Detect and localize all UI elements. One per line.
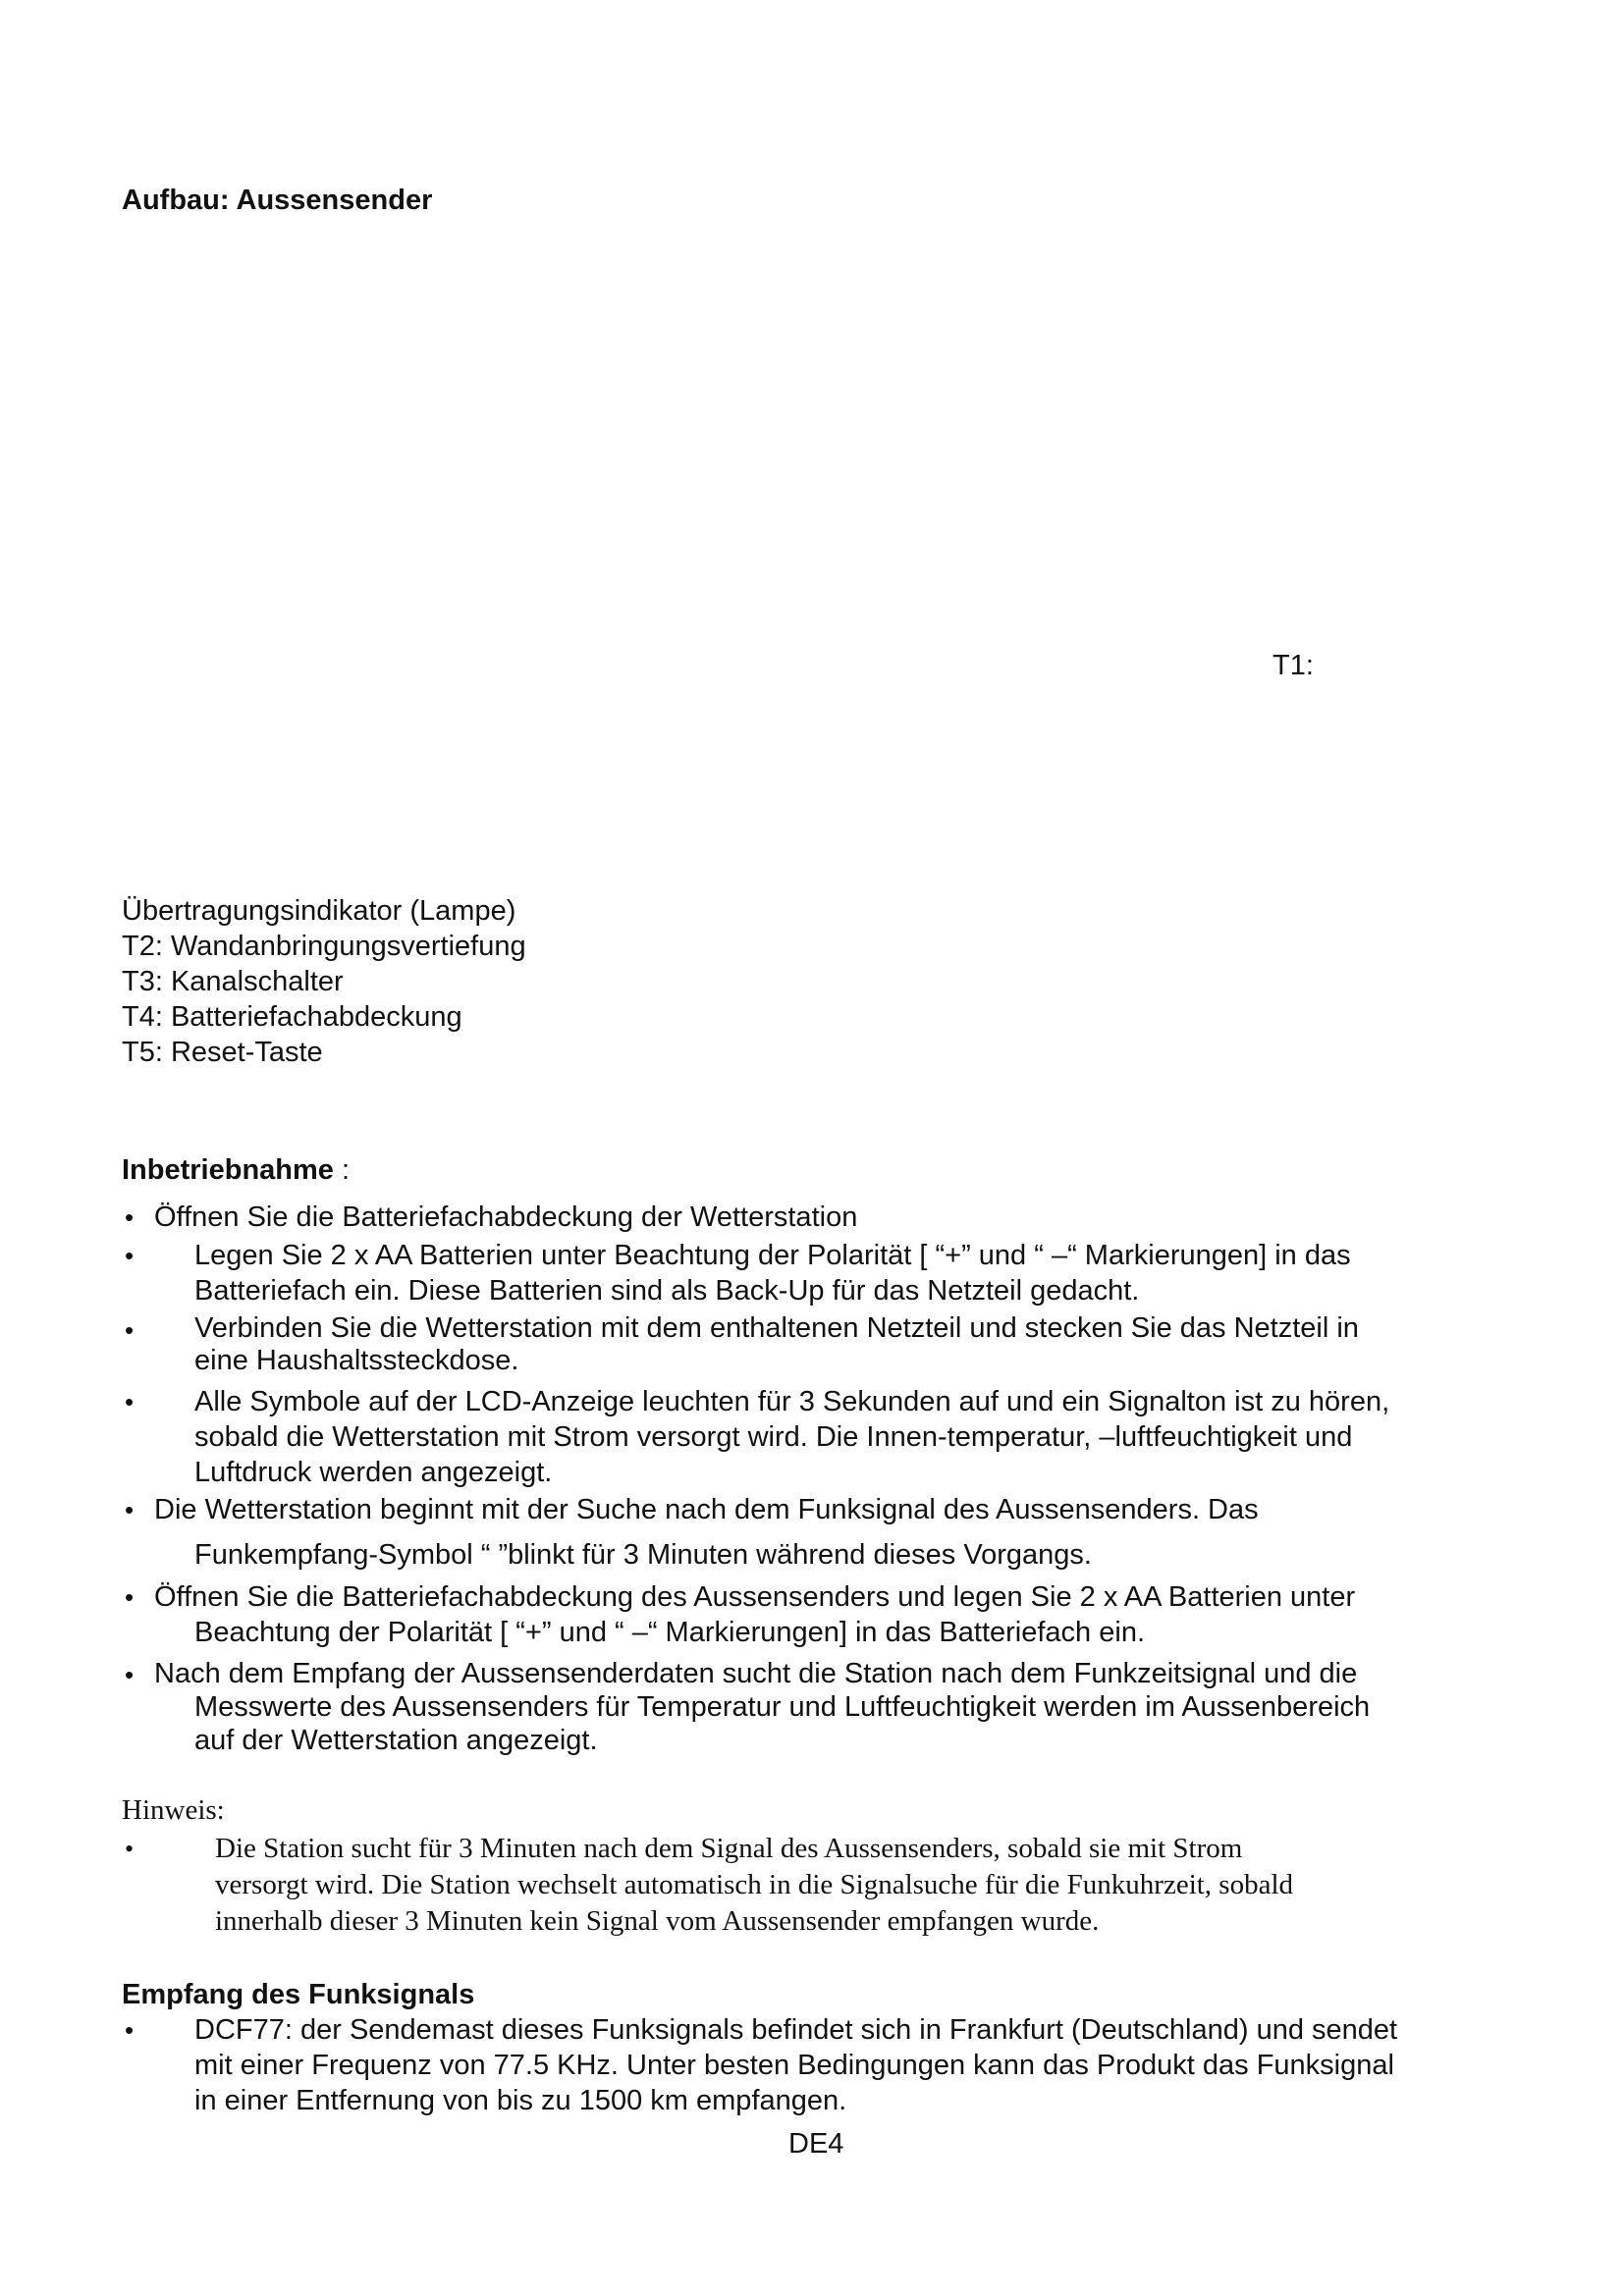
bullet-icon: • bbox=[125, 1835, 135, 1863]
component-list bbox=[122, 893, 526, 1070]
heading-inbetriebnahme-colon: : bbox=[333, 1154, 351, 1186]
list-item-line: auf der Wetterstation angezeigt. bbox=[194, 1725, 598, 1756]
list-item-line: Beachtung der Polarität [ “+” und “ –“ Markierungen] in das Batteriefach ein. bbox=[194, 1617, 1146, 1648]
list-item-line: Funkempfang-Symbol “ ”blinkt für 3 Minuten während dieses Vorgangs. bbox=[194, 1539, 1092, 1571]
list-item bbox=[154, 1579, 1355, 1650]
bullet-icon: • bbox=[125, 1660, 135, 1689]
empfang-line: mit einer Frequenz von 77.5 KHz. Unter besten Bedingungen kann das Produkt das Funksignal bbox=[194, 2050, 1394, 2081]
hinweis-line: innerhalb dieser 3 Minuten kein Signal vom Aussensender empfangen wurde. bbox=[215, 1905, 1100, 1937]
list-item-line: Batteriefach ein. Diese Batterien sind als Back-Up für das Netzteil gedacht. bbox=[194, 1275, 1140, 1307]
t1-label: T1: bbox=[1272, 650, 1314, 681]
list-item bbox=[194, 1384, 1389, 1490]
bullet-icon: • bbox=[125, 1495, 135, 1524]
list-item-line: Verbinden Sie die Wetterstation mit dem enthaltenen Netzteil und stecken Sie das Netzteil in bbox=[194, 1312, 1359, 1344]
bullet-icon: • bbox=[125, 1315, 135, 1345]
component-t1-text: Übertragungsindikator (Lampe) bbox=[122, 895, 516, 927]
heading-aufbau: Aufbau: Aussensender bbox=[122, 185, 433, 216]
heading-inbetriebnahme bbox=[122, 1152, 350, 1188]
hinweis-label: Hinweis: bbox=[122, 1794, 225, 1826]
bullet-icon: • bbox=[125, 1241, 135, 1270]
list-item bbox=[154, 1200, 857, 1235]
heading-empfang: Empfang des Funksignals bbox=[122, 1979, 475, 2010]
list-item-line: Alle Symbole auf der LCD-Anzeige leuchten für 3 Sekunden auf und ein Signalton ist zu hören, bbox=[194, 1386, 1390, 1417]
component-t5: T5: Reset-Taste bbox=[122, 1037, 323, 1068]
hinweis-line: Die Station sucht für 3 Minuten nach dem Signal des Aussensenders, sobald sie mit Strom bbox=[215, 1833, 1243, 1864]
heading-inbetriebnahme-text: Inbetriebnahme bbox=[122, 1154, 334, 1186]
hinweis-text bbox=[215, 1831, 1293, 1940]
bullet-icon: • bbox=[125, 1202, 135, 1232]
list-item-line: Legen Sie 2 x AA Batterien unter Beachtung der Polarität [ “+” und “ –“ Markierungen] in das bbox=[194, 1240, 1351, 1271]
hinweis-line: versorgt wird. Die Station wechselt automatisch in die Signalsuche für die Funkuhrzeit, sobald bbox=[215, 1869, 1294, 1900]
list-item-line: Nach dem Empfang der Aussensenderdaten sucht die Station nach dem Funkzeitsignal und die bbox=[154, 1658, 1358, 1689]
list-item-line: Luftdruck werden angezeigt. bbox=[194, 1457, 553, 1488]
list-item-line: Öffnen Sie die Batteriefachabdeckung der Wetterstation bbox=[154, 1201, 858, 1233]
bullet-icon: • bbox=[125, 2015, 135, 2045]
component-t2: T2: Wandanbringungsvertiefung bbox=[122, 931, 526, 962]
list-item-line: eine Haushaltssteckdose. bbox=[194, 1345, 519, 1376]
list-item-line: Öffnen Sie die Batteriefachabdeckung des Aussensenders und legen Sie 2 x AA Batterien unter bbox=[154, 1581, 1356, 1613]
list-item bbox=[154, 1657, 1370, 1757]
component-t4: T4: Batteriefachabdeckung bbox=[122, 1001, 462, 1033]
component-t3: T3: Kanalschalter bbox=[122, 966, 344, 997]
bullet-icon: • bbox=[125, 1387, 135, 1416]
empfang-line: in einer Entfernung von bis zu 1500 km empfangen. bbox=[194, 2085, 847, 2116]
list-item bbox=[194, 1238, 1351, 1308]
empfang-text bbox=[194, 2012, 1397, 2118]
list-item bbox=[194, 1312, 1359, 1377]
list-item-line: Messwerte des Aussensenders für Temperatur und Luftfeuchtigkeit werden im Aussenbereich bbox=[194, 1691, 1371, 1723]
empfang-line: DCF77: der Sendemast dieses Funksignals befindet sich in Frankfurt (Deutschland) und sendet bbox=[194, 2014, 1398, 2046]
list-item-line: sobald die Wetterstation mit Strom versorgt wird. Die Innen-temperatur, –luftfeuchtigkeit und bbox=[194, 1421, 1353, 1453]
bullet-icon: • bbox=[125, 1582, 135, 1612]
list-item-line: Die Wetterstation beginnt mit der Suche nach dem Funksignal des Aussensenders. Das bbox=[154, 1494, 1259, 1525]
page-number: DE4 bbox=[788, 2128, 844, 2160]
list-item bbox=[154, 1492, 1259, 1573]
